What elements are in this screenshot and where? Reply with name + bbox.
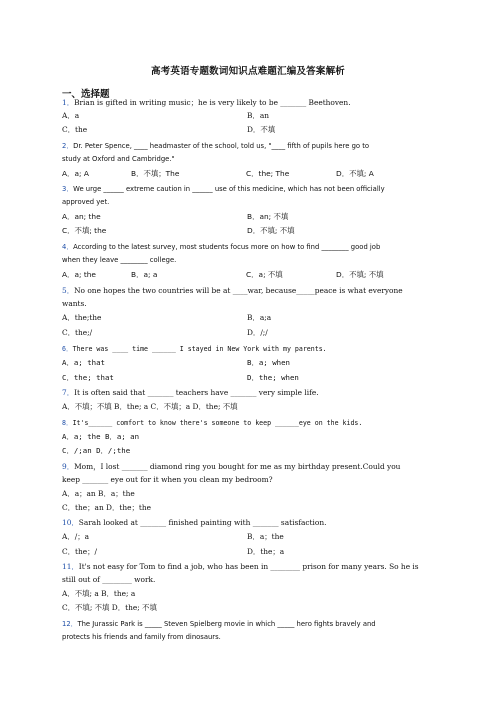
option-a: A．the;the: [62, 313, 102, 322]
option-b: B．a; when: [247, 358, 290, 367]
question-4-continued: when they leave ________ college.: [62, 256, 177, 264]
question-number: 6．: [62, 345, 73, 353]
options-row: C．不填; 不填 D．the; 不填: [62, 603, 157, 612]
question-number: 3．: [62, 185, 74, 193]
question-text: Mom，I lost _______ diamond ring you bought for me as my birthday present.Could you: [74, 462, 401, 471]
option-c: C．a; 不填: [246, 270, 283, 279]
option-d: D．/;/: [247, 328, 268, 337]
option-c: C．the;/: [62, 328, 93, 337]
question-9: [62, 462, 442, 472]
question-7: [62, 388, 442, 398]
option-a: A．/；a: [62, 532, 90, 541]
question-text: Dr. Peter Spence, ____ headmaster of the school, told us, "____ fifth of pupils here go to: [73, 142, 370, 150]
question-text: According to the latest survey, most students focus more on how to find ________ good job: [73, 243, 381, 251]
option-d: D．the；a: [247, 547, 285, 556]
option-b: B．an: [247, 111, 269, 120]
question-3-continued: approved yet.: [62, 198, 110, 206]
question-11-continued: still out of ________ work.: [62, 575, 156, 584]
question-text: We urge ______ extreme caution in ______ use of this medicine, which has not been officially: [73, 185, 385, 193]
question-5: [62, 286, 442, 296]
question-4: [62, 242, 442, 252]
question-1: [62, 98, 442, 108]
question-text: It's not easy for Tom to find a job, who has been in ________ prison for many years. So he is: [78, 562, 419, 571]
question-number: 1．: [62, 98, 75, 107]
question-text: Sarah looked at _______ finished painting with _______ satisfaction.: [78, 518, 327, 527]
question-9-continued: keep _______ eye out for it when you clean my bedroom?: [62, 475, 273, 484]
option-d: D．the; when: [247, 373, 299, 382]
option-a: A．an; the: [62, 212, 101, 221]
question-text: No one hopes the two countries will be at ____war, because_____peace is what everyone: [74, 286, 403, 295]
option-d: D．不填; A: [336, 169, 374, 178]
options-row: C．/;an D．/;the: [62, 446, 131, 455]
question-5-continued: wants.: [62, 299, 87, 308]
question-text: The Jurassic Park is _____ Steven Spielberg movie in which _____ hero fights bravely and: [77, 620, 376, 628]
option-d: D．不填; 不填: [247, 226, 295, 235]
option-c: C．the；/: [62, 547, 98, 556]
option-b: B．不填；The: [131, 169, 180, 178]
question-10: [62, 518, 442, 528]
question-number: 5．: [62, 286, 75, 295]
option-c: C．the: [62, 125, 88, 134]
question-number: 2．: [62, 142, 74, 150]
question-text: It is often said that _______ teachers have _______ very simple life.: [74, 388, 319, 397]
option-d: D．不填: [247, 125, 276, 134]
options-row: A．不填; a B．the; a: [62, 589, 136, 598]
question-6: [62, 344, 442, 354]
question-number: 7．: [62, 388, 75, 397]
options-row: A．a; the B．a; an: [62, 432, 140, 441]
question-number: 10．: [62, 518, 79, 527]
question-text: It's______ comfort to know there's someone to keep ______eye on the kids.: [72, 419, 363, 427]
options-row: A．不填；不填 B．the; a C．不填；a D．the; 不填: [62, 402, 238, 411]
question-2-continued: study at Oxford and Cambridge.": [62, 155, 175, 163]
document-title: 高考英语专题数词知识点难题汇编及答案解析: [150, 66, 345, 77]
question-11: [62, 562, 442, 572]
option-c: C．不填; the: [62, 226, 107, 235]
question-number: 9．: [62, 462, 75, 471]
option-b: B．an; 不填: [247, 212, 289, 221]
question-12-continued: protects his friends and family from dinosaurs.: [62, 633, 221, 641]
option-b: B．a; a: [131, 270, 158, 279]
option-b: B．a;a: [247, 313, 272, 322]
question-text: Brian is gifted in writing music；he is very likely to be _______ Beethoven.: [74, 98, 351, 107]
question-8: [62, 418, 442, 428]
question-text: There was ____ time ______ I stayed in New York with my parents.: [72, 345, 327, 353]
question-number: 12．: [62, 620, 78, 628]
question-12: [62, 619, 442, 629]
section-heading: 一、选择题: [62, 89, 110, 100]
option-a: A．a; A: [62, 169, 89, 178]
question-2: [62, 141, 442, 151]
options-row: A．a；an B．a；the: [62, 489, 135, 498]
option-d: D．不填; 不填: [336, 270, 384, 279]
question-3: [62, 184, 442, 194]
options-row: C．the；an D．the；the: [62, 503, 151, 512]
question-number: 4．: [62, 243, 74, 251]
question-number: 11．: [62, 562, 79, 571]
option-a: A．a; that: [62, 358, 105, 367]
option-c: C．the; that: [62, 373, 114, 382]
option-a: A．a; the: [62, 270, 96, 279]
question-number: 8．: [62, 419, 73, 427]
option-b: B．a；the: [247, 532, 284, 541]
option-c: C．the; The: [246, 169, 290, 178]
option-a: A．a: [62, 111, 80, 120]
